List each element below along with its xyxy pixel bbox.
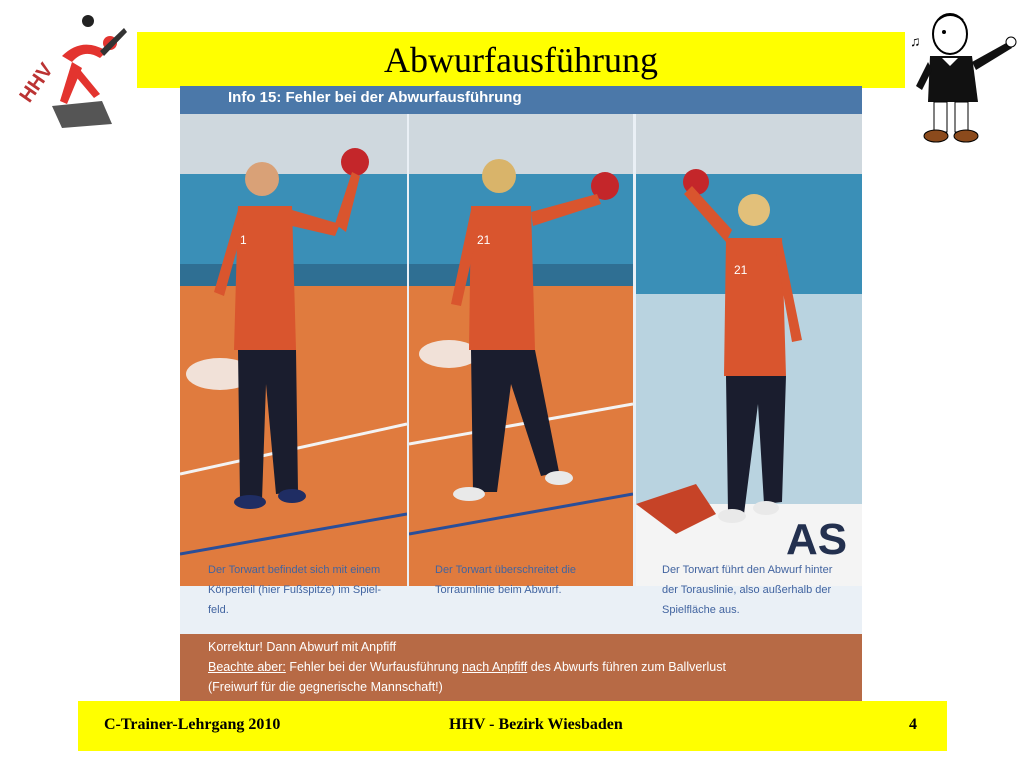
correction-underlined-phrase: nach Anpfiff	[462, 660, 528, 674]
svg-text:AS: AS	[786, 515, 848, 564]
figure-header	[180, 86, 862, 114]
caption-3	[662, 560, 862, 620]
caption-3-line-1: Der Torwart führt den Abwurf hinter	[662, 564, 833, 576]
jersey-number-1: 1	[240, 233, 247, 247]
svg-text:♫: ♫	[910, 35, 921, 50]
caption-1-line-3: feld.	[208, 604, 229, 616]
caption-2-line-1: Der Torwart überschreitet die	[435, 564, 577, 576]
jersey-number-3: 21	[734, 263, 748, 277]
caption-1-line-2: Körperteil (hier Fußspitze) im Spiel-	[208, 584, 381, 596]
slide-title-bar	[137, 32, 905, 88]
correction-box	[180, 634, 862, 708]
correction-text-a: Fehler bei der Wurfausführung	[285, 660, 463, 674]
caption-1	[208, 560, 408, 620]
footer-bar	[78, 701, 947, 751]
footer-course: C-Trainer-Lehrgang 2010	[104, 716, 281, 733]
footer-organization: HHV - Bezirk Wiesbaden	[449, 716, 623, 733]
photo-panel-3	[636, 114, 862, 636]
caption-1-line-1: Der Torwart befindet sich mit einem	[208, 564, 381, 576]
caption-2	[435, 560, 635, 600]
photo-panel-1	[180, 114, 407, 636]
jersey-number-2: 21	[477, 233, 491, 247]
correction-line-2	[208, 660, 726, 674]
caption-3-line-3: Spielfläche aus.	[662, 604, 740, 616]
correction-line-3: (Freiwurf für die gegnerische Mannschaft!)	[208, 680, 443, 694]
correction-text-b: des Abwurfs führen zum Ballverlust	[527, 660, 726, 674]
correction-line-1: Korrektur! Dann Abwurf mit Anpfiff	[208, 640, 397, 654]
page-number: 4	[909, 716, 917, 733]
caption-2-line-2: Torraumlinie beim Abwurf.	[435, 584, 562, 596]
referee-illustration	[908, 6, 1018, 148]
info-figure	[180, 86, 862, 708]
correction-note-label: Beachte aber:	[208, 660, 286, 674]
hhv-logo	[12, 6, 137, 131]
logo-text: HHV	[15, 59, 58, 107]
slide-title: Abwurfausführung	[384, 40, 658, 80]
figure-header-text: Info 15: Fehler bei der Abwurfausführung	[228, 89, 522, 106]
caption-3-line-2: der Torauslinie, also außerhalb der	[662, 584, 832, 596]
photo-panel-2	[409, 114, 633, 636]
